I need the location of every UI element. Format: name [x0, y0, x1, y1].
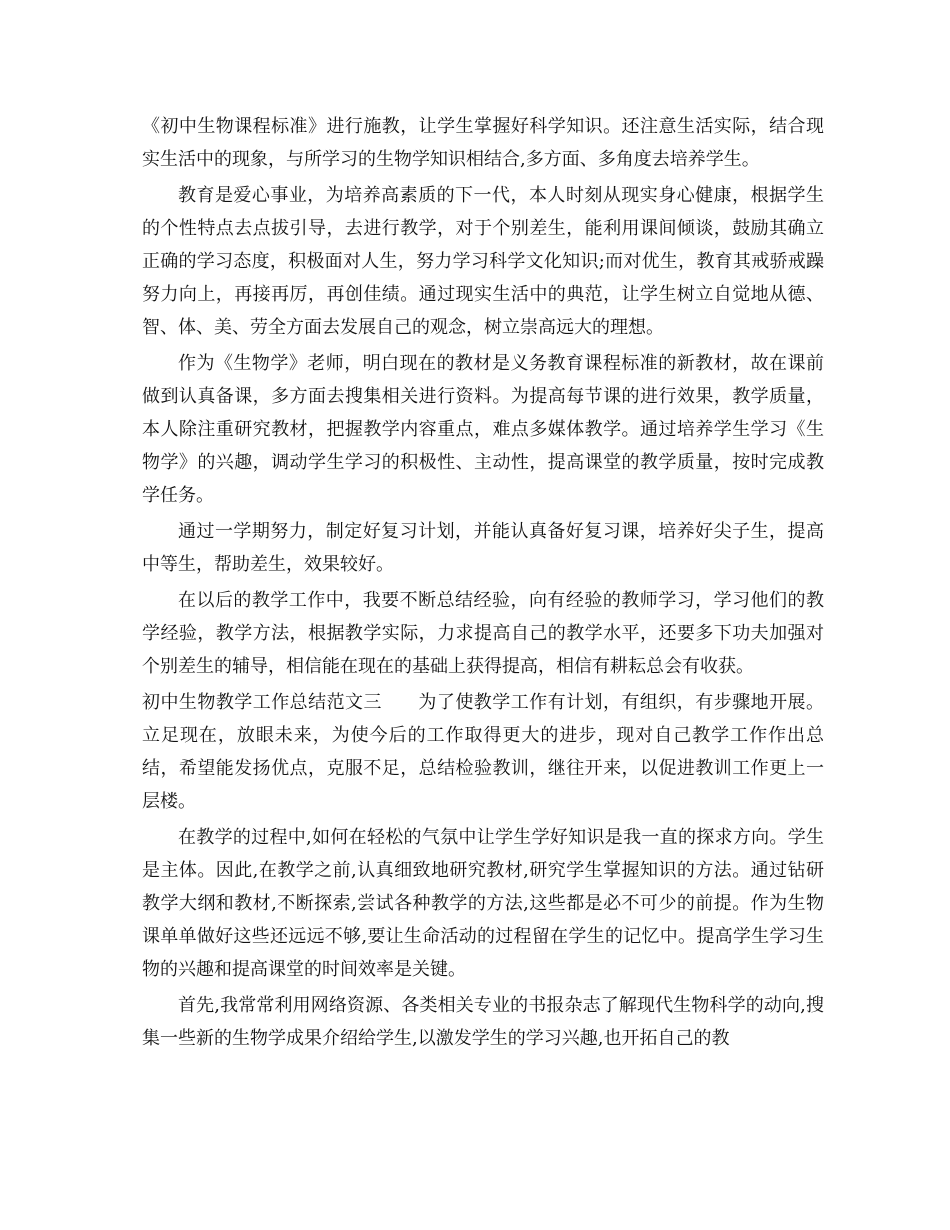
section-heading: 初中生物教学工作总结范文三	[142, 692, 382, 713]
paragraph-2: 教育是爱心事业，为培养高素质的下一代，本人时刻从现实身心健康，根据学生的个性特点去点拔引导，去进行教学，对于个别差生，能利用课间倾谈，鼓励其确立正确的学习态度，积极面对人生，努力学习科学文化知识;而对优生，教育其戒骄戒躁努力向上，再接再厉，再创佳绩。通过现实生活中的典范，让学生树立自觉地从德、智、体、美、劳全方面去发展自己的观念，树立崇高远大的理想。	[142, 185, 824, 338]
section-intro-text: 为了使教学工作有计划，有组织，有步骤地开展。立足现在，放眼未来，为使今后的工作取得更大的进步，现对自己教学工作作出总结，希望能发扬优点，克服不足，总结检验教训，继往开来，以促进教训工作更上一层楼。	[142, 692, 825, 812]
paragraph-1: 《初中生物课程标准》进行施教，让学生掌握好科学知识。还注意生活实际，结合现实生活中的现象，与所学习的生物学知识相结合,多方面、多角度去培养学生。	[142, 116, 824, 170]
paragraph-4: 通过一学期努力，制定好复习计划，并能认真备好复习课，培养好尖子生，提高中等生，帮助差生，效果较好。	[142, 521, 824, 575]
paragraph-5: 在以后的教学工作中，我要不断总结经验，向有经验的教师学习，学习他们的教学经验，教学方法，根据教学实际，力求提高自己的教学水平，还要多下功夫加强对个别差生的辅导，相信能在现在的基础上获得提高，相信有耕耘总会有收获。	[142, 590, 824, 677]
paragraph-7: 首先,我常常利用网络资源、各类相关专业的书报杂志了解现代生物科学的动向,搜集一些新的生物学成果介绍给学生,以激发学生的学习兴趣,也开拓自己的教	[142, 995, 824, 1049]
paragraph-3: 作为《生物学》老师，明白现在的教材是义务教育课程标准的新教材，故在课前做到认真备课，多方面去搜集相关进行资料。为提高每节课的进行效果，教学质量，本人除注重研究教材，把握教学内容重点，难点多媒体教学。通过培养学生学习《生物学》的兴趣，调动学生学习的积极性、主动性，提高课堂的教学质量，按时完成教学任务。	[142, 353, 824, 506]
section-paragraph	[142, 686, 824, 818]
paragraph-6: 在教学的过程中,如何在轻松的气氛中让学生学好知识是我一直的探求方向。学生是主体。因此,在教学之前,认真细致地研究教材,研究学生掌握知识的方法。通过钻研教学大纲和教材,不断探索,尝试各种教学的方法,这些都是必不可少的前提。作为生物课单单做好这些还远远不够,要让生命活动的过程留在学生的记忆中。提高学生学习生物的兴趣和提高课堂的时间效率是关键。	[142, 827, 824, 980]
document-body	[142, 110, 824, 1058]
